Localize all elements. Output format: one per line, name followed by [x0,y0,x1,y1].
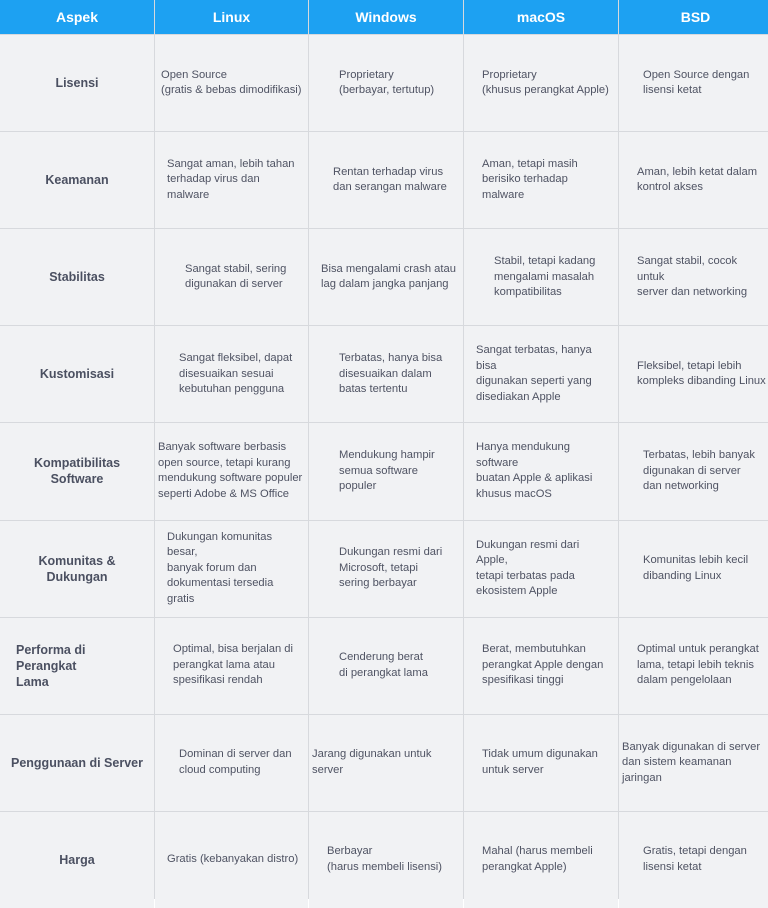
cell-performa-macos: Berat, membutuhkan perangkat Apple dengan spesifikasi tinggi [464,618,618,714]
cell-harga-bsd: Gratis, tetapi dengan lisensi ketat [619,812,768,908]
header-macos: macOS [464,0,618,34]
cell-harga-linux: Gratis (kebanyakan distro) [155,812,308,908]
header-aspek: Aspek [0,0,154,34]
cell-lisensi-windows: Proprietary (berbayar, tertutup) [309,35,463,131]
aspect-lisensi: Lisensi [0,35,154,131]
cell-kustomisasi-macos: Sangat terbatas, hanya bisa digunakan seperti yang disediakan Apple [464,326,618,422]
cell-penggunaan-linux: Dominan di server dan cloud computing [155,715,308,811]
cell-keamanan-linux: Sangat aman, lebih tahan terhadap virus dan malware [155,132,308,228]
cell-harga-macos: Mahal (harus membeli perangkat Apple) [464,812,618,908]
cell-lisensi-macos: Proprietary (khusus perangkat Apple) [464,35,618,131]
cell-performa-bsd: Optimal untuk perangkat lama, tetapi lebih teknis dalam pengelolaan [619,618,768,714]
aspect-performa-perangkat-lama: Performa di Perangkat Lama [0,618,154,714]
cell-kustomisasi-windows: Terbatas, hanya bisa disesuaikan dalam batas tertentu [309,326,463,422]
cell-harga-windows: Berbayar (harus membeli lisensi) [309,812,463,908]
cell-keamanan-windows: Rentan terhadap virus dan serangan malware [309,132,463,228]
aspect-keamanan: Keamanan [0,132,154,228]
cell-kompatibilitas-windows: Mendukung hampir semua software populer [309,423,463,519]
cell-keamanan-bsd: Aman, lebih ketat dalam kontrol akses [619,132,768,228]
cell-kustomisasi-linux: Sangat fleksibel, dapat disesuaikan sesuai kebutuhan pengguna [155,326,308,422]
cell-komunitas-macos: Dukungan resmi dari Apple, tetapi terbatas pada ekosistem Apple [464,521,618,617]
cell-kompatibilitas-macos: Hanya mendukung software buatan Apple & aplikasi khusus macOS [464,423,618,519]
cell-stabilitas-linux: Sangat stabil, sering digunakan di server [155,229,308,325]
cell-penggunaan-macos: Tidak umum digunakan untuk server [464,715,618,811]
header-windows: Windows [309,0,463,34]
aspect-stabilitas: Stabilitas [0,229,154,325]
cell-komunitas-windows: Dukungan resmi dari Microsoft, tetapi sering berbayar [309,521,463,617]
aspect-kompatibilitas-software: Kompatibilitas Software [0,423,154,519]
cell-kompatibilitas-linux: Banyak software berbasis open source, tetapi kurang mendukung software populer seperti Adobe & MS Office [155,423,308,519]
aspect-kustomisasi: Kustomisasi [0,326,154,422]
cell-performa-linux: Optimal, bisa berjalan di perangkat lama atau spesifikasi rendah [155,618,308,714]
cell-lisensi-linux: Open Source (gratis & bebas dimodifikasi) [155,35,308,131]
cell-keamanan-macos: Aman, tetapi masih berisiko terhadap malware [464,132,618,228]
cell-komunitas-linux: Dukungan komunitas besar, banyak forum dan dokumentasi tersedia gratis [155,521,308,617]
cell-kompatibilitas-bsd: Terbatas, lebih banyak digunakan di server dan networking [619,423,768,519]
aspect-komunitas-dukungan: Komunitas & Dukungan [0,521,154,617]
header-bsd: BSD [619,0,768,34]
cell-komunitas-bsd: Komunitas lebih kecil dibanding Linux [619,521,768,617]
cell-stabilitas-windows: Bisa mengalami crash atau lag dalam jangka panjang [309,229,463,325]
header-linux: Linux [155,0,308,34]
cell-performa-windows: Cenderung berat di perangkat lama [309,618,463,714]
cell-stabilitas-bsd: Sangat stabil, cocok untuk server dan networking [619,229,768,325]
cell-penggunaan-windows: Jarang digunakan untuk server [309,715,463,811]
aspect-penggunaan-server: Penggunaan di Server [0,715,154,811]
cell-lisensi-bsd: Open Source dengan lisensi ketat [619,35,768,131]
cell-penggunaan-bsd: Banyak digunakan di server dan sistem keamanan jaringan [619,715,768,811]
cell-kustomisasi-bsd: Fleksibel, tetapi lebih kompleks dibanding Linux [619,326,768,422]
aspect-harga: Harga [0,812,154,908]
cell-stabilitas-macos: Stabil, tetapi kadang mengalami masalah kompatibilitas [464,229,618,325]
